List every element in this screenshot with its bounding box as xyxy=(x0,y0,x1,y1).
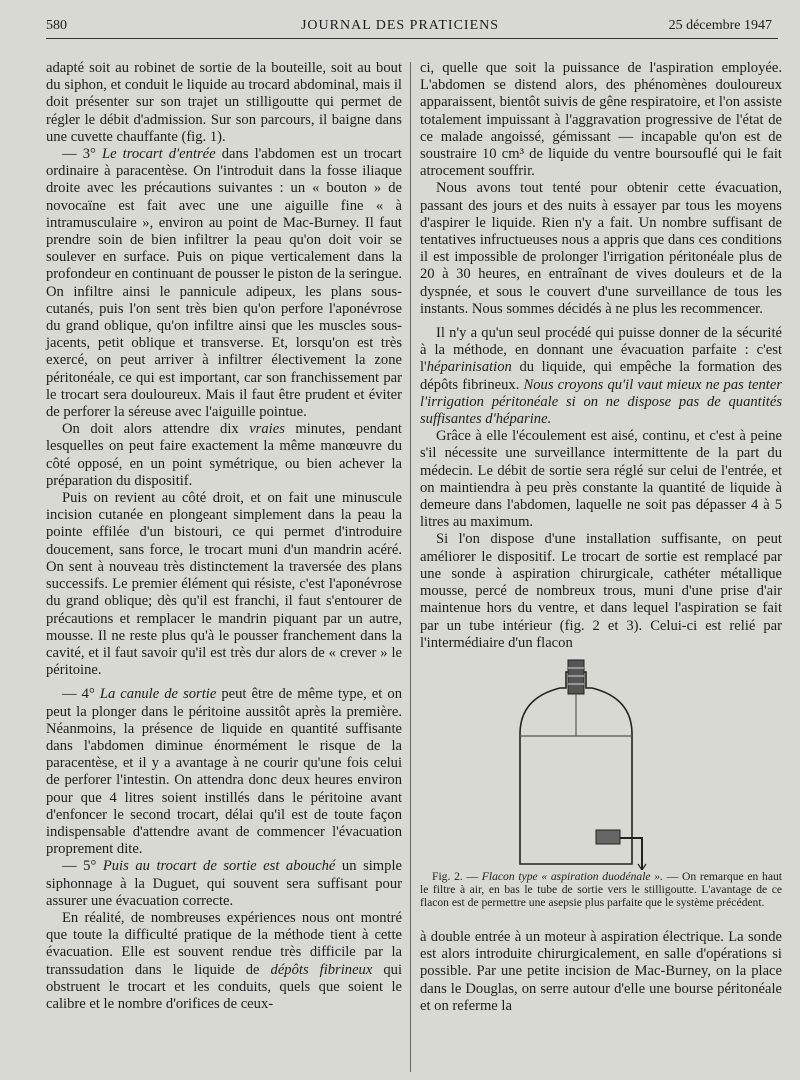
paragraph: Il n'y a qu'un seul procédé qui puisse donner de la sécurité à la méthode, en donnant une évacuation parfaite : c'est l'héparinisation du liquide, qui empêche la formation des dépôts fibrineux. Nous croyons qu'il vaut mieux ne pas tenter l'irrigation péritonéale si on ne dispose pas de quantités suffisantes d'héparine. xyxy=(420,325,782,428)
paragraph: — 5° Puis au trocart de sortie est abouché un simple siphonnage à la Duguet, qui souvent sera suffisant pour assurer une évacuation correcte. xyxy=(46,858,402,909)
issue-date: 25 décembre 1947 xyxy=(668,18,772,33)
paragraph: Si l'on dispose d'une installation suffisante, on peut améliorer le dispositif. Le trocart de sortie est remplacé par une sonde à aspiration chirurgicale, cathéter métallique mousse, percé de nombreux trous, muni d'une prise d'air maintenue hors du ventre, et dans lequel l'aspiration se fait par un tube intérieur (fig. 2 et 3). Celui-ci est relié par l'intermédiaire d'un flacon xyxy=(420,531,782,651)
right-column xyxy=(420,60,782,1015)
air-filter xyxy=(568,660,584,694)
paragraph: — 4° La canule de sortie peut être de même type, et on peut la plonger dans le péritoine aussitôt après la première. Néanmoins, la présence de liquide en quantité suffisante dans l'abdomen diminue énormément le risque de la paracentèse, et il y a avantage à ne courir qu'une fois celui de perforer l'intestin. On attendra donc deux heures environ pour que 4 litres soient instillés dans le péritoine avant d'enfoncer le second trocart, délai qu'il est de toute façon indispensable d'attendre avant de commencer l'évacuation proprement dite. xyxy=(46,686,402,858)
paragraph: adapté soit au robinet de sortie de la bouteille, soit au bout du siphon, et conduit le liquide au trocard abdominal, mais il doit présenter sur son trajet un stilligoutte qui permet de régler le débit d'admission. Sur son parcours, il baigne dans une cuvette chauffante (fig. 1). xyxy=(46,60,402,145)
figure-caption: Fig. 2. — Flacon type « aspiration duodénale ». — On remarque en haut le filtre à air, en bas le tube de sortie vers le stilligoutte. L'avantage de ce flacon est de permettre une asepsie plus parfaite que le système précédent. xyxy=(420,869,782,909)
paragraph: Puis on revient au côté droit, et on fait une minuscule incision cutanée en plongeant simplement dans la peau la pointe effilée d'un bistouri, ce qui permet d'introduire doucement, sans force, le trocart muni d'un mandrin acéré. On sent à nouveau très distinctement la traversée des plans successifs. Le premier élément qui résiste, c'est l'aponévrose du grand oblique; dès qu'il est franchi, il faut s'entourer de précautions et remplacer le mandrin piquant par un autre, mousse. Il ne reste plus qu'à le pousser franchement dans la cavité, et il faut savoir qu'il est très dur alors de « crever » le péritoine. xyxy=(46,490,402,679)
paragraph: — 3° Le trocart d'entrée dans l'abdomen est un trocart ordinaire à paracentèse. On l'introduit dans la fosse iliaque droite avec les précautions suivantes : un « bouton » de novocaïne est fait avec une une aiguille fine « à intramusculaire », environ au point de Mac-Burney. Il faut prendre soin de bien infiltrer la peau qu'on doit voir se soulever en surface. Puis on pique verticalement dans la profondeur en continuant de pousser le piston de la seringue. On infiltre ainsi le pannicule adipeux, les plans sous-cutanés, puis l'on sent très bien qu'on perfore l'aponévrose du grand oblique, qu'on infiltre ainsi que les muscles sous-jacents, petit oblique et transverse. Et, lorsqu'on est très exercé, on peut arriver à infiltrer électivement la zone péritonéale, ce qui est important, car son franchissement par le trocart sera douloureux. Mais il faut être prudent et éviter de perforer la séreuse avec l'aiguille pointue. xyxy=(46,146,402,421)
flask-illustration xyxy=(420,658,782,870)
page-number: 580 xyxy=(46,18,67,33)
paragraph: à double entrée à un moteur à aspiration électrique. La sonde est alors introduite chirurgicalement, en salle d'opérations si possible. Par une petite incision de Mac-Burney, on la place dans le Douglas, on serre autour d'elle une bourse péritonéale et on referme la xyxy=(420,928,782,1014)
left-column xyxy=(46,60,402,1013)
paragraph: On doit alors attendre dix vraies minutes, pendant lesquelles on peut faire exactement la même manœuvre du côté opposé, en un point symétrique, ou bien achever la préparation du dispositif. xyxy=(46,421,402,489)
journal-title: JOURNAL DES PRATICIENS xyxy=(300,18,500,33)
page-header xyxy=(0,0,800,40)
paragraph: En réalité, de nombreuses expériences nous ont montré que toute la difficulté pratique de la méthode tient à cette évacuation. Elle est souvent rendue très difficile par la transsudation dans le liquide de dépôts fibrineux qui obstruent le trocart et les conduits, quels que soient le calibre et le nombre d'orifices de ceux- xyxy=(46,909,402,1012)
paragraph: Grâce à elle l'écoulement est aisé, continu, et c'est à peine s'il nécessite une surveillance intermittente de la part du médecin. Le débit de sortie sera réglé sur celui de l'entrée, et on maintiendra à peu près constante la quantité de liquide à demeure dans l'abdomen, laquelle ne soit pas dépasser 4 à 5 litres au maximum. xyxy=(420,428,782,531)
column-divider xyxy=(410,62,411,1072)
paragraph: Nous avons tout tenté pour obtenir cette évacuation, passant des jours et des nuits à essayer par tous les moyens d'aspirer le liquide. Rien n'y a fait. Un nombre suffisant de tentatives infructueuses nous a appris que dans ces conditions il est impossible de prolonger l'irrigation péritonéale plus de 20 à 30 heures, en entraînant de vives douleurs et de la dyspnée, et sous le couvert d'une surveillance de tous les instants. Nous sommes décidés à ne plus les recommencer. xyxy=(420,180,782,317)
header-rule xyxy=(46,38,778,39)
flask-figure xyxy=(420,658,782,870)
paragraph: ci, quelle que soit la puissance de l'aspiration employée. L'abdomen se distend alors, des phénomènes douloureux apparaissent, bientôt suivis de gêne respiratoire, et l'on assiste totalement impuissant à l'aggravation progressive de l'état de ce malade angoissé, gémissant — incapable qu'on est de soustraire 10 cm³ de liquide du ventre boursouflé qui le fait atrocement souffrir. xyxy=(420,60,782,180)
outlet-stopper xyxy=(596,830,620,844)
